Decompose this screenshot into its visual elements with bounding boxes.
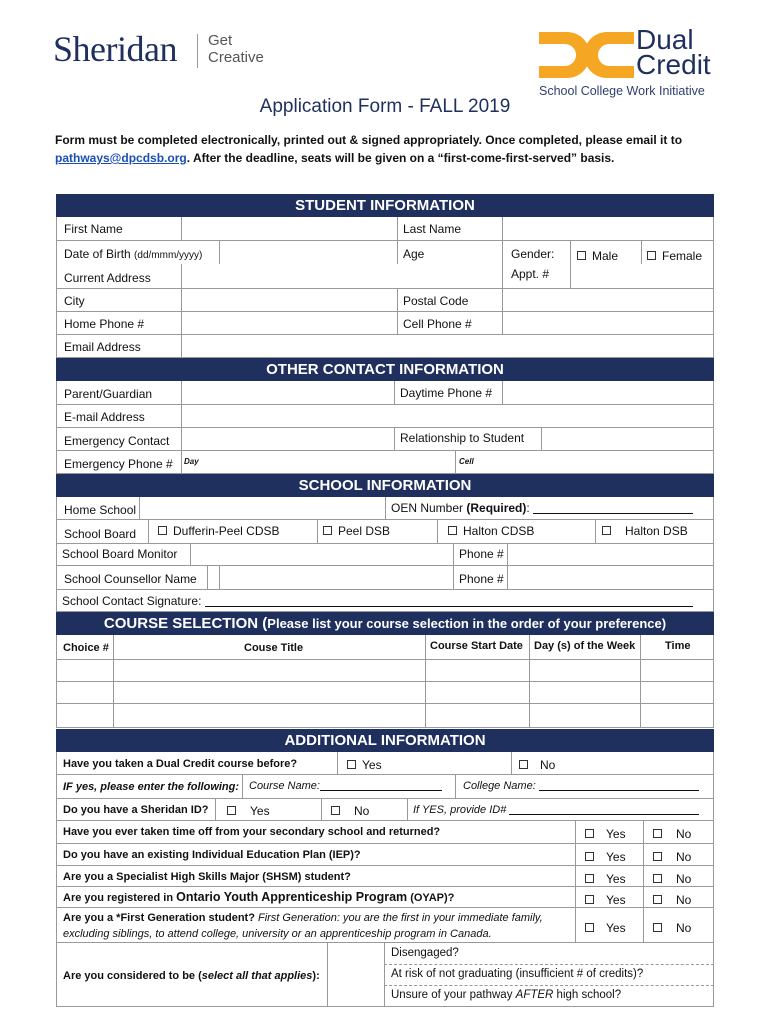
row-home-school: [56, 497, 714, 520]
oen-text: OEN Number: [391, 501, 467, 515]
counsellor-field[interactable]: [219, 566, 220, 589]
q-dual-credit-before: Have you taken a Dual Credit course before?: [63, 758, 298, 770]
hcdsb-text: Halton CDSB: [463, 524, 535, 538]
divider: [437, 520, 438, 543]
sheridan-yes-text: Yes: [250, 804, 270, 818]
q3-no-checkbox[interactable]: [653, 852, 662, 861]
contact-email-field[interactable]: [181, 405, 182, 427]
last-name-label: Last Name: [403, 222, 462, 236]
q-sheridan-id: Do you have a Sheridan ID?: [63, 804, 209, 816]
sheridan-logo: Sheridan: [53, 29, 177, 69]
city-field[interactable]: [181, 289, 182, 311]
day-label: Day: [184, 457, 199, 466]
divider: [455, 775, 456, 798]
course-row[interactable]: [56, 704, 714, 728]
divider: [529, 682, 530, 703]
monitor-label: School Board Monitor: [62, 547, 178, 561]
divider: [327, 943, 328, 1006]
school-board-label: School Board: [64, 527, 137, 541]
emergency-phone-cell-field[interactable]: [455, 451, 456, 473]
q1-no-text: No: [540, 758, 556, 772]
q4-yes-text: Yes: [606, 872, 626, 886]
divider: [643, 821, 644, 843]
address-field[interactable]: [181, 264, 182, 288]
course-header-row: [56, 635, 714, 660]
monitor-phone-label: Phone #: [459, 547, 504, 561]
opt3-text-b: AFTER: [515, 989, 554, 1001]
q2-yes-text: Yes: [606, 827, 626, 841]
q5-yes-checkbox[interactable]: [585, 895, 594, 904]
row-address: [56, 264, 714, 289]
q-time-off: Have you ever taken time off from your secondary school and returned?: [63, 826, 441, 838]
divider: [215, 799, 216, 820]
relationship-field[interactable]: [541, 428, 542, 450]
sheridan-no-checkbox[interactable]: [331, 806, 340, 815]
opt-disengaged[interactable]: Disengaged?: [391, 947, 459, 959]
oen-label: OEN Number (Required):: [391, 501, 693, 515]
q6-yes-text: Yes: [606, 921, 626, 935]
relationship-label: Relationship to Student: [400, 431, 525, 445]
col-start-date: Course Start Date: [430, 640, 523, 652]
divider: [643, 887, 644, 907]
parent-label: Parent/Guardian: [64, 387, 153, 401]
q6-no[interactable]: [653, 921, 691, 935]
male-checkbox[interactable]: [577, 251, 586, 260]
q3-no-text: No: [676, 850, 692, 864]
divider: [242, 775, 243, 798]
dob-label: [64, 247, 202, 261]
oen-required: (Required): [466, 501, 527, 515]
row-q-shsm: [56, 866, 714, 887]
divider: [425, 704, 426, 727]
course-row[interactable]: [56, 660, 714, 682]
divider: [397, 289, 398, 311]
parent-field[interactable]: [181, 381, 182, 404]
divider: [321, 799, 322, 820]
home-school-field[interactable]: [139, 497, 140, 519]
divider: [643, 844, 644, 865]
q7-text-c: ):: [312, 970, 320, 982]
postal-label: Postal Code: [403, 294, 469, 308]
dual-credit-wordmark: [636, 24, 711, 80]
first-name-label: First Name: [64, 222, 123, 236]
sheridan-yes-checkbox[interactable]: [227, 806, 236, 815]
divider: [640, 635, 641, 659]
dual-credit-logo-icon: [539, 30, 634, 80]
divider: [529, 704, 530, 727]
divider: [575, 866, 576, 886]
home-school-label: Home School: [64, 503, 137, 517]
q4-no-checkbox[interactable]: [653, 874, 662, 883]
provide-id-text: If YES, provide ID#: [413, 804, 507, 816]
hcdsb-checkbox[interactable]: [448, 526, 457, 535]
divider: [575, 908, 576, 942]
q2-no-checkbox[interactable]: [653, 829, 662, 838]
q1-no[interactable]: [519, 758, 555, 772]
q6-yes[interactable]: [585, 921, 626, 935]
oen-field[interactable]: [533, 513, 693, 514]
opt3-text-c: high school?: [553, 989, 622, 1001]
sheridan-id-field[interactable]: [509, 814, 699, 815]
signature-field[interactable]: [205, 606, 693, 607]
row-school-board: [56, 520, 714, 543]
q3-no[interactable]: [653, 850, 691, 864]
divider: [643, 866, 644, 886]
dob-text: Date of Birth: [64, 247, 131, 261]
board-option-pdsb[interactable]: [323, 524, 390, 538]
page-title: Application Form - FALL 2019: [259, 96, 511, 117]
q6-yes-checkbox[interactable]: [585, 923, 594, 932]
email-field[interactable]: [181, 335, 182, 357]
divider: [397, 217, 398, 240]
q6-no-text: No: [676, 921, 692, 935]
q1-yes-text: Yes: [362, 758, 382, 772]
address-label: Current Address: [64, 271, 151, 285]
q4-yes[interactable]: [585, 872, 626, 886]
q2-yes[interactable]: [585, 827, 626, 841]
q3-yes[interactable]: [585, 850, 626, 864]
board-option-hdsb[interactable]: [602, 524, 688, 538]
row-name: [56, 217, 714, 241]
q-first-gen: [63, 910, 571, 942]
q4-no[interactable]: [653, 872, 691, 886]
row-parent: [56, 381, 714, 405]
home-phone-field[interactable]: [181, 312, 182, 334]
emergency-phone-label: Emergency Phone #: [64, 457, 173, 471]
q7-text-b: select all that applies: [201, 970, 313, 982]
divider: [425, 682, 426, 703]
row-dob: [56, 241, 714, 264]
counsellor-phone-field[interactable]: [507, 566, 508, 589]
divider: [640, 682, 641, 703]
provide-id-label: [413, 804, 699, 816]
contact-info-heading: OTHER CONTACT INFORMATION: [56, 358, 714, 381]
row-q-considered: [56, 943, 714, 1007]
divider: [641, 241, 642, 264]
q6-text-a: Are you a *First Generation student?: [63, 912, 255, 924]
monitor-phone-field[interactable]: [507, 544, 508, 565]
col-days: Day (s) of the Week: [534, 640, 636, 652]
divider: [575, 821, 576, 843]
age-label: Age: [403, 247, 425, 261]
divider: [511, 752, 512, 774]
q3-yes-text: Yes: [606, 850, 626, 864]
q-considered: [63, 970, 320, 982]
college-name-field[interactable]: [539, 790, 699, 791]
age-field[interactable]: [502, 241, 503, 264]
daytime-field[interactable]: [502, 381, 503, 404]
q2-yes-checkbox[interactable]: [585, 829, 594, 838]
course-name-label: [249, 780, 442, 792]
monitor-field[interactable]: [190, 544, 191, 565]
first-name-field[interactable]: [181, 217, 182, 240]
divider: [397, 241, 398, 264]
q4-no-text: No: [676, 872, 692, 886]
email-label: Email Address: [64, 340, 141, 354]
divider: [595, 520, 596, 543]
dpcdsb-text: Dufferin-Peel CDSB: [173, 524, 280, 538]
row-contact-email: [56, 405, 714, 428]
divider: [570, 241, 571, 264]
sheridan-no-text: No: [354, 804, 370, 818]
q6-no-checkbox[interactable]: [653, 923, 662, 932]
q5-text-a: Are you registered in: [63, 892, 177, 904]
option-separator: [384, 985, 714, 986]
q2-no-text: No: [676, 827, 692, 841]
divider: [207, 566, 208, 589]
q6-text-b: First Generation: you are the first in your immediate family,: [254, 912, 543, 924]
emergency-field[interactable]: [181, 428, 182, 450]
q7-text-a: Are you considered to be (: [63, 970, 202, 982]
daytime-label: Daytime Phone #: [400, 386, 493, 400]
divider: [575, 844, 576, 865]
course-row[interactable]: [56, 682, 714, 704]
female-text: Female: [662, 249, 703, 263]
row-q-first-gen: [56, 908, 714, 943]
q-shsm: Are you a Specialist High Skills Major (SHSM) student?: [63, 871, 351, 883]
q-iep: Do you have an existing Individual Education Plan (IEP)?: [63, 849, 361, 861]
tagline-line-2: Creative: [208, 49, 264, 66]
q5-yes[interactable]: [585, 893, 626, 907]
tagline-line-1: Get: [208, 32, 233, 49]
divider: [407, 799, 408, 820]
opt3-text-a: Unsure of your pathway: [391, 989, 516, 1001]
male-option[interactable]: [577, 249, 618, 263]
counsellor-phone-label: Phone #: [459, 572, 504, 586]
col-choice: Choice #: [63, 642, 109, 654]
row-emergency: [56, 428, 714, 451]
divider: [425, 635, 426, 659]
city-label: City: [64, 294, 85, 308]
opt-at-risk[interactable]: At risk of not graduating (insufficient # of credits)?: [391, 968, 644, 980]
col-title: Couse Title: [244, 642, 304, 654]
female-option[interactable]: [647, 249, 702, 263]
divider: [317, 520, 318, 543]
dual-word: Dual: [636, 24, 694, 55]
row-q-time-off: [56, 821, 714, 844]
home-phone-label: Home Phone #: [64, 317, 145, 331]
course-name-field[interactable]: [320, 790, 442, 791]
gender-label: Gender:: [511, 247, 555, 261]
counsellor-label: School Counsellor Name: [64, 572, 197, 586]
divider: [453, 566, 454, 589]
cell-phone-field[interactable]: [502, 312, 503, 334]
course-selection-heading: [56, 612, 714, 635]
hdsb-text: Halton DSB: [625, 524, 688, 538]
contact-email-label: E-mail Address: [64, 410, 145, 424]
female-checkbox[interactable]: [647, 251, 656, 260]
board-option-hcdsb[interactable]: [448, 524, 534, 538]
college-name-text: College Name:: [463, 780, 536, 792]
intro-line-2: . After the deadline, seats will be given on a “first-come-first-served” basis.: [186, 151, 615, 165]
dob-field[interactable]: [219, 241, 220, 264]
q5-yes-text: Yes: [606, 893, 626, 907]
divider: [113, 704, 114, 727]
divider: [394, 428, 395, 450]
row-signature: [56, 590, 714, 612]
divider: [529, 635, 530, 659]
dob-format: (dd/mmm/yyyy): [134, 250, 203, 261]
row-q-iep: [56, 844, 714, 866]
emergency-label: Emergency Contact: [64, 434, 170, 448]
row-counsellor: [56, 566, 714, 590]
credit-word: Credit: [636, 49, 711, 80]
q5-text-b: Ontario Youth Apprenticeship Program: [176, 890, 408, 904]
last-name-field[interactable]: [502, 217, 503, 240]
intro-text: [55, 131, 720, 167]
get-creative-tagline: [208, 32, 264, 66]
q6-text-c: excluding siblings, to attend college, university or an apprenticeship program in Canada.: [63, 928, 492, 940]
row-phones: [56, 312, 714, 335]
divider: [453, 544, 454, 565]
q5-text-c: (OYAP)?: [407, 892, 455, 904]
q5-no-checkbox[interactable]: [653, 895, 662, 904]
divider: [394, 381, 395, 404]
row-sheridan-id: [56, 799, 714, 821]
row-city: [56, 289, 714, 312]
q5-no-text: No: [676, 893, 692, 907]
pdsb-checkbox[interactable]: [323, 526, 332, 535]
sheridan-no[interactable]: [331, 804, 369, 818]
divider: [643, 908, 644, 942]
course-heading-main: COURSE SELECTION (: [103, 615, 268, 632]
additional-info-heading: ADDITIONAL INFORMATION: [56, 729, 714, 752]
q1-no-checkbox[interactable]: [519, 760, 528, 769]
divider: [385, 497, 386, 519]
divider: [640, 660, 641, 681]
course-name-text: Course Name:: [249, 780, 320, 792]
if-yes-label: IF yes, please enter the following:: [63, 781, 240, 793]
row-q-oyap: [56, 887, 714, 908]
male-text: Male: [592, 249, 619, 263]
logo-divider: [197, 34, 198, 68]
opt-unsure[interactable]: [391, 989, 621, 1001]
divider: [337, 752, 338, 774]
appt-field[interactable]: [570, 264, 571, 288]
divider: [113, 635, 114, 659]
sheridan-yes[interactable]: [227, 804, 270, 818]
signature-label: [62, 594, 693, 608]
row-dual-credit-before: [56, 752, 714, 775]
signature-text: School Contact Signature:: [62, 594, 202, 608]
q4-yes-checkbox[interactable]: [585, 874, 594, 883]
divider: [384, 943, 385, 1006]
cell-phone-label: Cell Phone #: [403, 317, 472, 331]
row-emergency-phone: [56, 451, 714, 474]
q3-yes-checkbox[interactable]: [585, 852, 594, 861]
option-separator: [384, 964, 714, 965]
divider: [148, 520, 149, 543]
col-time: Time: [665, 640, 691, 652]
dual-credit-subtitle: School College Work Initiative: [539, 84, 705, 98]
q1-yes[interactable]: [347, 758, 382, 772]
school-info-heading: SCHOOL INFORMATION: [56, 474, 714, 497]
q-oyap: [63, 890, 454, 904]
divider: [113, 660, 114, 681]
cell-label: Cell: [459, 457, 474, 466]
q2-no[interactable]: [653, 827, 691, 841]
q5-no[interactable]: [653, 893, 691, 907]
college-name-label: [463, 780, 699, 792]
emergency-phone-day-field[interactable]: [181, 451, 182, 473]
board-option-dpcdsb[interactable]: [158, 524, 280, 538]
row-monitor: [56, 543, 714, 566]
row-if-yes: [56, 775, 714, 799]
appt-label: Appt. #: [511, 267, 550, 281]
postal-field[interactable]: [502, 289, 503, 311]
divider: [575, 887, 576, 907]
divider: [425, 660, 426, 681]
divider: [502, 264, 503, 288]
student-info-heading: STUDENT INFORMATION: [56, 194, 714, 217]
intro-line-1: Form must be completed electronically, printed out & signed appropriately. Once completed, please email it to: [55, 133, 683, 147]
dpcdsb-checkbox[interactable]: [158, 526, 167, 535]
pdsb-text: Peel DSB: [338, 524, 391, 538]
divider: [640, 704, 641, 727]
row-email: [56, 335, 714, 358]
divider: [397, 312, 398, 334]
divider: [113, 682, 114, 703]
course-heading-sub: Please list your course selection in the order of your preference): [267, 616, 667, 631]
divider: [529, 660, 530, 681]
email-link[interactable]: pathways@dpcdsb.org: [55, 151, 187, 165]
hdsb-checkbox[interactable]: [602, 526, 611, 535]
q1-yes-checkbox[interactable]: [347, 760, 356, 769]
